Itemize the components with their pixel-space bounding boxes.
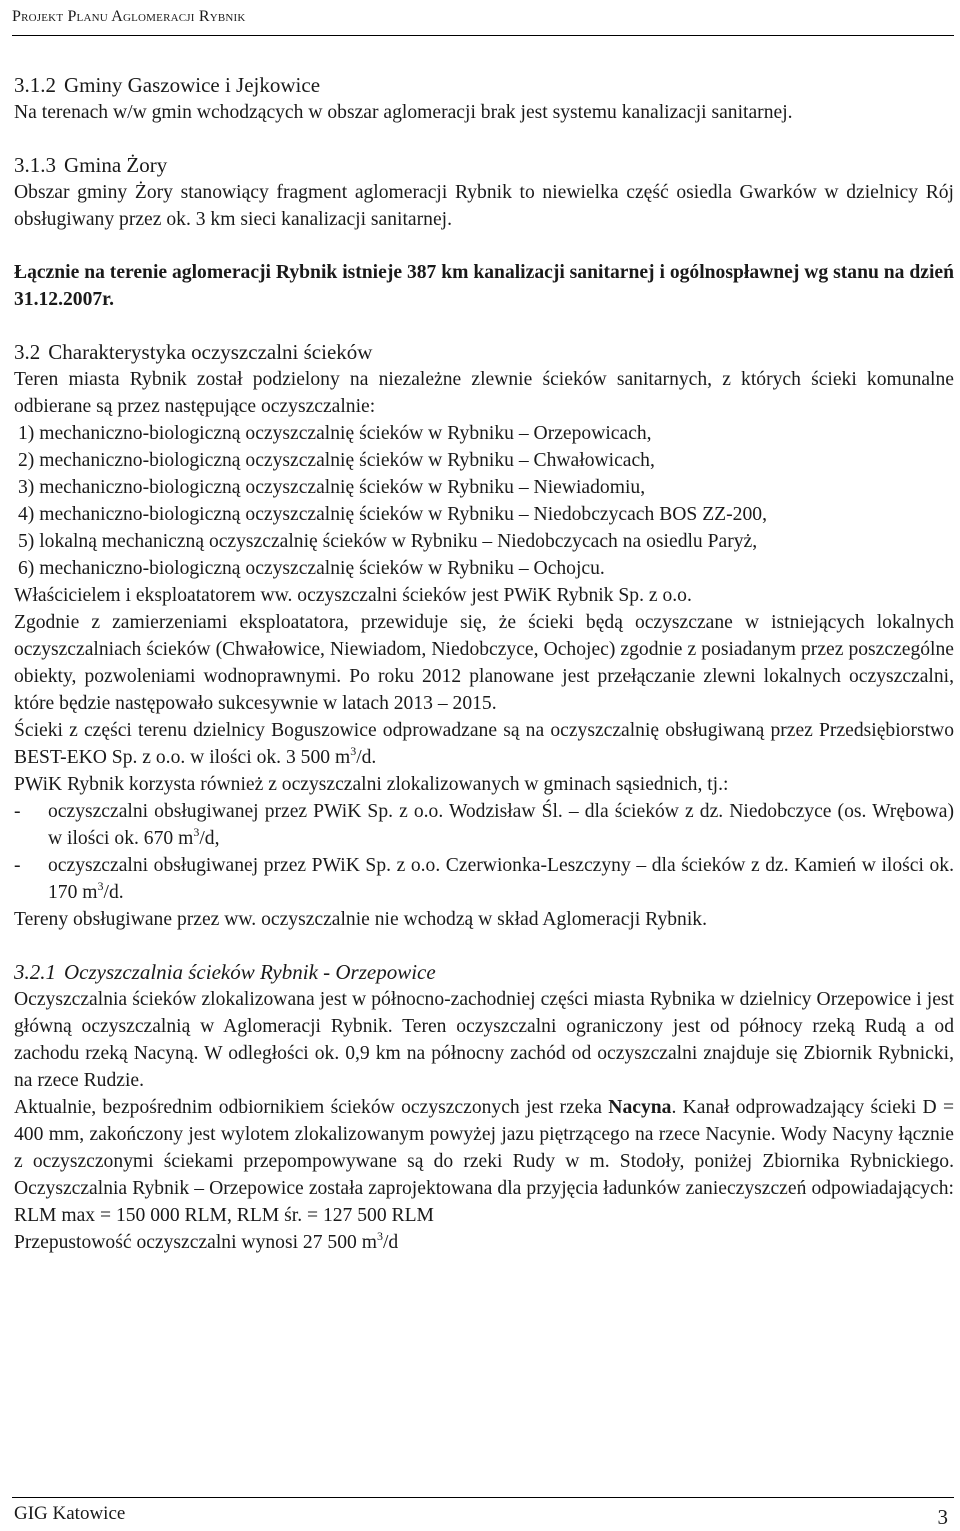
- dash-list-item: [14, 798, 954, 852]
- section-number: 3.1.3: [14, 153, 56, 177]
- list-item: 2) mechaniczno-biologiczną oczyszczalnię ścieków w Rybniku – Chwałowicach,: [18, 450, 655, 471]
- outside-paragraph: Tereny obsługiwane przez ww. oczyszczalnie nie wchodzą w skład Aglomeracji Rybnik.: [14, 909, 707, 930]
- text-run: /d,: [199, 828, 220, 849]
- text-run: Aktualnie, bezpośrednim odbiornikiem ścieków oczyszczonych jest rzeka: [14, 1097, 609, 1118]
- header-rule: [12, 35, 954, 36]
- text-run: /d.: [103, 882, 124, 903]
- text-run: oczyszczalni obsługiwanej przez PWiK Sp. z o.o. Wodzisław Śl. – dla ścieków z dz. Niedobczyce (os. Wrębowa) w ilości ok. 670 m: [48, 801, 954, 849]
- list-item: 5) lokalną mechaniczną oczyszczalnię ścieków w Rybniku – Niedobczycach na osiedlu Paryż,: [18, 531, 758, 552]
- footer-organization: GIG Katowice: [14, 1503, 126, 1524]
- river-name: Nacyna: [608, 1097, 672, 1118]
- list-item: 3) mechaniczno-biologiczną oczyszczalnię ścieków w Rybniku – Niewiadomiu,: [18, 477, 646, 498]
- superscript: 3: [97, 879, 104, 893]
- owner-paragraph: Właścicielem i eksploatatorem ww. oczyszczalni ścieków jest PWiK Rybnik Sp. z o.o.: [14, 585, 692, 606]
- section-number: 3.1.2: [14, 73, 56, 97]
- dash-bullet: -: [14, 801, 21, 822]
- text-run: . Kanał odprowadzający ścieki D = 400 mm, zakończony jest wylotem zlokalizowanym powyżej jazu piętrzącego na rzece Nacynie. Wody Nacyny łącznie z oczyszczonymi ściekami przepompowywane są do rzeki Rudy w m. Stodoły, poniżej Zbiornika Rybnickiego. Oczyszczalnia Rybnik – Orzepowice została zaprojektowana dla przyjęcia ładunków zanieczyszczeń odpowiadających: RLM max = 150 000 RLM, RLM śr. = 127 500 RLM: [14, 1097, 954, 1226]
- section-321-p1: Oczyszczalnia ścieków zlokalizowana jest w północno-zachodniej części miasta Rybnika w dzielnicy Orzepowice i jest główną oczyszczalnią w Aglomeracji Rybnik. Teren oczyszczalni ograniczony jest od północy rzeką Rudą a od zachodu rzeką Nacyną. W odległości ok. 0,9 km na północny zachód od oczyszczalni znajduje się Zbiornik Rybnicki, na rzece Rudzie.: [14, 989, 954, 1091]
- list-item: 1) mechaniczno-biologiczną oczyszczalnię ścieków w Rybniku – Orzepowicach,: [18, 423, 652, 444]
- section-title: Gminy Gaszowice i Jejkowice: [64, 73, 321, 97]
- footer-rule: [12, 1497, 954, 1498]
- section-32-intro: Teren miasta Rybnik został podzielony na niezależne zlewnie ścieków sanitarnych, z których ścieki komunalne odbierane są przez następujące oczyszczalnie:: [14, 369, 954, 417]
- section-313-text: Obszar gminy Żory stanowiący fragment aglomeracji Rybnik to niewielka część osiedla Gwarków w dzielnicy Rój obsługiwany przez ok. 3 km sieci kanalizacji sanitarnej.: [14, 182, 954, 230]
- section-32-heading: [14, 339, 954, 366]
- dash-bullet: -: [14, 855, 21, 876]
- boguszowice-paragraph: [14, 717, 954, 771]
- dash-item-text: [48, 798, 954, 852]
- section-number: 3.2: [14, 340, 41, 364]
- superscript: 3: [350, 744, 357, 758]
- section-312-text: Na terenach w/w gmin wchodzących w obszar aglomeracji brak jest systemu kanalizacji sanitarnej.: [14, 102, 793, 123]
- page-header: Projekt Planu Aglomeracji Rybnik: [12, 8, 246, 25]
- dash-item-text: [48, 852, 954, 906]
- superscript: 3: [376, 1229, 383, 1243]
- section-title: Gmina Żory: [64, 153, 168, 177]
- plans-paragraph: Zgodnie z zamierzeniami eksploatatora, przewiduje się, że ścieki będą oczyszczane w istniejących lokalnych oczyszczalniach ścieków (Chwałowice, Niewiadom, Niedobczyce, Ochojec) zgodnie z posiadanym przez poszczególne obiekty, pozwoleniami wodnoprawnymi. Po roku 2012 planowane jest przełączanie zlewni lokalnych oczyszczalni, które będzie następowało sukcesywnie w latach 2013 – 2015.: [14, 612, 954, 714]
- section-312-heading: [14, 72, 954, 99]
- section-321-heading: [14, 959, 954, 986]
- section-number: 3.2.1: [14, 960, 56, 984]
- document-body: [14, 72, 954, 1256]
- text-run: Przepustowość oczyszczalni wynosi 27 500 m: [14, 1232, 377, 1253]
- list-item: 4) mechaniczno-biologiczną oczyszczalnię ścieków w Rybniku – Niedobczycach BOS ZZ-200,: [18, 504, 767, 525]
- treatment-plant-list: [14, 420, 954, 582]
- section-title: Oczyszczalnia ścieków Rybnik - Orzepowice: [64, 960, 436, 984]
- text-run: oczyszczalni obsługiwanej przez PWiK Sp. z o.o. Czerwionka-Leszczyny – dla ścieków z dz. Kamień w ilości ok. 170 m: [48, 855, 954, 903]
- section-321-p2: [14, 1094, 954, 1229]
- superscript: 3: [193, 825, 200, 839]
- section-title: Charakterystyka oczyszczalni ścieków: [48, 340, 373, 364]
- neighbors-paragraph: PWiK Rybnik korzysta również z oczyszczalni zlokalizowanych w gminach sąsiednich, tj.:: [14, 774, 729, 795]
- dash-list-item: [14, 852, 954, 906]
- section-313-heading: [14, 152, 954, 179]
- text-run: /d.: [356, 747, 377, 768]
- text-run: Ścieki z części terenu dzielnicy Boguszowice odprowadzane są na oczyszczalnię obsługiwaną przez Przedsiębiorstwo BEST-EKO Sp. z o.o. w ilości ok. 3 500 m: [14, 720, 954, 768]
- list-item: 6) mechaniczno-biologiczną oczyszczalnię ścieków w Rybniku – Ochojcu.: [18, 558, 605, 579]
- page-number: 3: [937, 1505, 948, 1529]
- text-run: /d: [382, 1232, 399, 1253]
- summary-paragraph: Łącznie na terenie aglomeracji Rybnik istnieje 387 km kanalizacji sanitarnej i ogólnospławnej wg stanu na dzień 31.12.2007r.: [14, 262, 954, 310]
- section-321-p3: [14, 1229, 954, 1256]
